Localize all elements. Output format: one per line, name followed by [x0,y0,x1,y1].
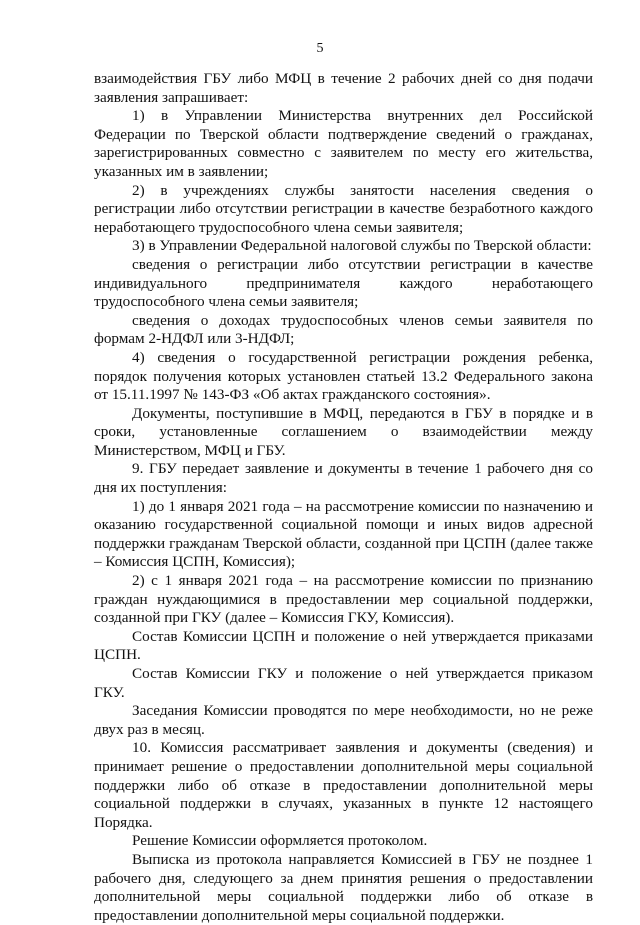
paragraph-item-2: 2) в учреждениях службы занятости населения сведения о регистрации либо отсутствии регистрации в качестве безработного каждого неработающего трудоспособного члена семьи заявителя; [94,181,593,236]
paragraph-clause-9-item-2: 2) с 1 января 2021 года – на рассмотрение комиссии по признанию граждан нуждающимися в предоставлении мер социальной поддержки, созданной при ГКУ (далее – Комиссия ГКУ, Комиссия). [94,572,593,627]
paragraph-clause-10: 10. Комиссия рассматривает заявления и документы (сведения) и принимает решение о предоставлении дополнительной меры социальной поддержки либо об отказе в предоставлении дополнительной меры социальной поддержки в случаях, указанных в пункте 12 настоящего Порядка. [94,739,593,831]
paragraph-item-1: 1) в Управлении Министерства внутренних дел Российской Федерации по Тверской области подтверждение сведений о гражданах, зарегистрированных совместно с заявителем по месту его жительства, указанных им в заявлении; [94,107,593,180]
paragraph-clause-9: 9. ГБУ передает заявление и документы в течение 1 рабочего дня со дня их поступления: [94,460,593,497]
paragraph-extract: Выписка из протокола направляется Комиссией в ГБУ не позднее 1 рабочего дня, следующего за днем принятия решения о предоставлении дополнительной меры социальной поддержки либо об отказе в предоставлении дополнительной меры социальной поддержки. [94,850,593,924]
paragraph-mfc-documents: Документы, поступившие в МФЦ, передаются в ГБУ в порядке и в сроки, установленные соглашением о взаимодействии между Министерством, МФЦ и ГБУ. [94,404,593,459]
document-body [94,70,593,925]
paragraph-income-info: сведения о доходах трудоспособных членов семьи заявителя по формам 2-НДФЛ или 3-НДФЛ; [94,311,593,348]
paragraph-commission-cspn: Состав Комиссии ЦСПН и положение о ней утверждается приказами ЦСПН. [94,627,593,664]
paragraph-meetings: Заседания Комиссии проводятся по мере необходимости, но не реже двух раз в месяц. [94,702,593,738]
paragraph-ip-registration: сведения о регистрации либо отсутствии регистрации в качестве индивидуального предпринимателя каждого неработающего трудоспособного члена семьи заявителя; [94,255,593,311]
page-number: 5 [316,41,324,56]
paragraph-clause-9-item-1: 1) до 1 января 2021 года – на рассмотрение комиссии по назначению и оказанию государственной социальной помощи и иных видов адресной поддержки гражданам Тверской области, созданной при ЦСПН (далее также – Комиссия ЦСПН, Комиссия); [94,497,593,571]
paragraph-item-4: 4) сведения о государственной регистрации рождения ребенка, порядок получения которых установлен статьей 13.2 Федерального закона от 15.11.1997 № 143-ФЗ «Об актах гражданского состояния». [94,348,593,404]
paragraph-commission-gku: Состав Комиссии ГКУ и положение о ней утверждается приказом ГКУ. [94,665,593,701]
paragraph-continuation: взаимодействия ГБУ либо МФЦ в течение 2 рабочих дней со дня подачи заявления запрашивает: [94,70,593,106]
paragraph-item-3: 3) в Управлении Федеральной налоговой службы по Тверской области: [132,237,592,255]
paragraph-protocol: Решение Комиссии оформляется протоколом. [132,832,428,850]
